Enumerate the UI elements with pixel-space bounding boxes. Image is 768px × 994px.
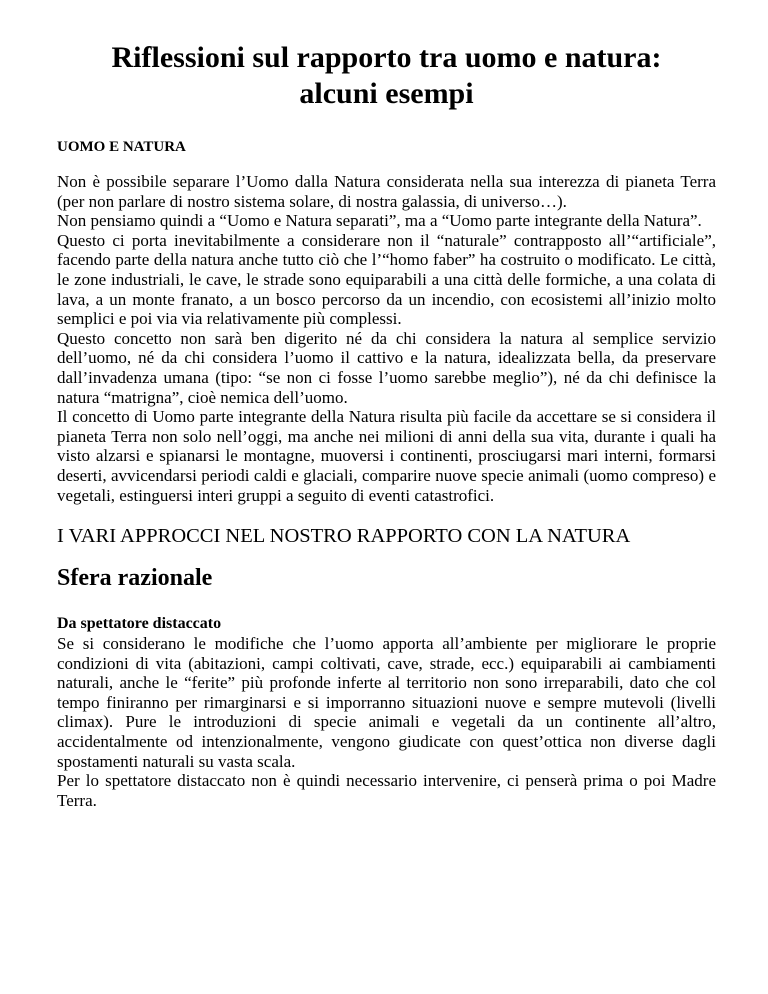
paragraph: Il concetto di Uomo parte integrante della Natura risulta più facile da accettare se si considera il pianeta Terra non solo nell’oggi, ma anche nei milioni di anni della sua vita, durante i quali ha visto alzarsi e spianarsi le montagne, muoversi i continenti, prosciugarsi mari interni, formarsi deserti, avvicendarsi periodi caldi e glaciali, comparire nuove specie animali (uomo compreso) e vegetali, estinguersi interi gruppi a seguito di eventi catastrofici. [57, 407, 716, 505]
paragraph: Per lo spettatore distaccato non è quindi necessario intervenire, ci penserà prima o poi Madre Terra. [57, 771, 716, 810]
title-line-1: Riflessioni sul rapporto tra uomo e natura: [111, 41, 662, 74]
section-sfera-razionale [57, 563, 716, 810]
paragraph: Se si considerano le modifiche che l’uomo apporta all’ambiente per migliorare le proprie condizioni di vita (abitazioni, campi coltivati, cave, strade, ecc.) equiparabili ai cambiamenti naturali, anche le “ferite” più profonde inferte al territorio non sono irreparabili, dato che col tempo finiranno per rimarginarsi e si imporranno situazioni nuove e sempre mutevoli (livelli climax). Pure le introduzioni di specie animali e vegetali da un continente all’altro, accidentalmente od intenzionalmente, vengono giudicate con quest’ottica non diverse dagli spostamenti naturali su vasta scala. [57, 634, 716, 771]
section-heading-approcci: I VARI APPROCCI NEL NOSTRO RAPPORTO CON LA NATURA [57, 525, 631, 548]
section-heading-sfera-razionale: Sfera razionale [57, 565, 213, 592]
title-line-2: alcuni esempi [299, 77, 474, 110]
subheading-spettatore-distaccato: Da spettatore distaccato [57, 615, 222, 633]
paragraph: Non pensiamo quindi a “Uomo e Natura separati”, ma a “Uomo parte integrante della Natura”. [57, 211, 702, 231]
paragraph: Questo ci porta inevitabilmente a considerare non il “naturale” contrapposto all’“artificiale”, facendo parte della natura anche tutto ciò che l’“homo faber” ha costruito o modificato. Le città, le zone industriali, le cave, le strade sono equiparabili a una città delle formiche, a una colata di lava, a un monte franato, a un bosco percorso da un incendio, con ecosistemi all’inizio molto semplici e poi via via relativamente più complessi. [57, 230, 716, 329]
section-heading-uomo-e-natura: UOMO E NATURA [57, 139, 186, 155]
document-title [57, 40, 716, 112]
paragraph: Questo concetto non sarà ben digerito né da chi considera la natura al semplice servizio dell’uomo, né da chi considera l’uomo il cattivo e la natura, idealizzata bella, da preservare dall’invadenza umana (tipo: “se non ci fosse l’uomo sarebbe meglio”), né da chi definisce la natura “matrigna”, cioè nemica dell’uomo. [57, 328, 716, 407]
paragraph: Non è possibile separare l’Uomo dalla Natura considerata nella sua interezza di pianeta Terra (per non parlare di nostro sistema solare, di nostra galassia, di universo…). [57, 172, 716, 211]
section-uomo-e-natura [57, 136, 716, 505]
